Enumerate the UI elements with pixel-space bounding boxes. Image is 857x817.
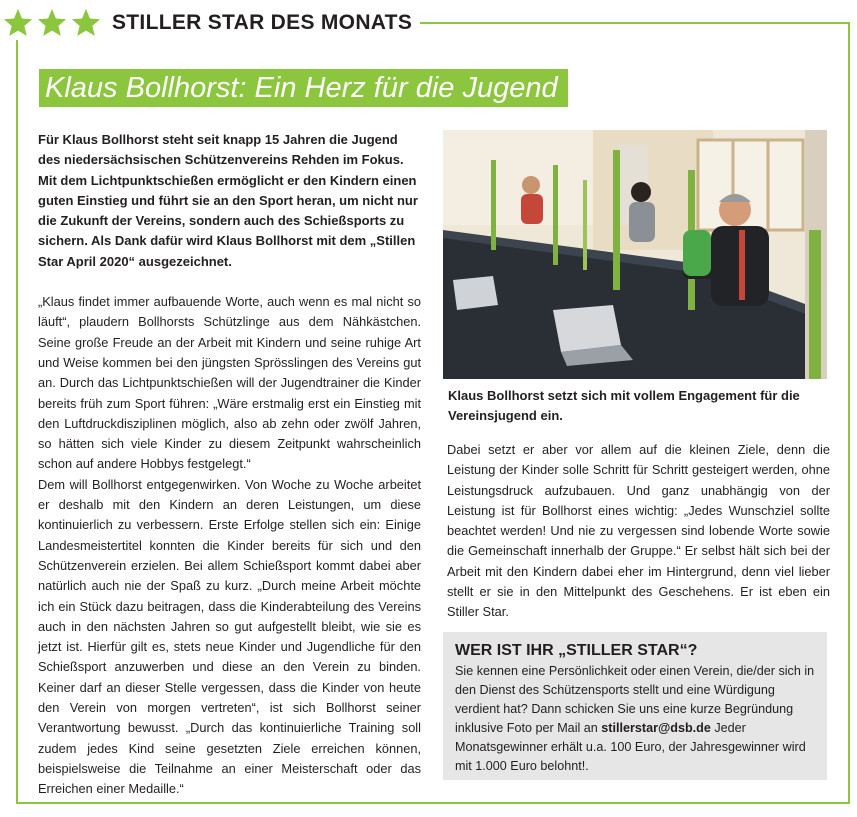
article-photo: [443, 130, 827, 379]
star-icon: [2, 7, 34, 39]
section-header: [0, 6, 420, 40]
section-title: STILLER STAR DES MONATS: [112, 11, 413, 34]
info-box: [443, 632, 827, 780]
star-icon: [70, 7, 102, 39]
body-paragraph: „Klaus findet immer aufbauende Worte, auch wenn es mal nicht so läuft“, plaudern Bollhorsts Schützlinge aus dem Nähkästchen. Seine große Freude an der Arbeit mit Kindern und seine ruhige Art und Weise kommen bei den jüngsten Sprösslingen des Vereins gut an. Durch das Lichtpunktschießen will der Jugendtrainer die Kinder bereits früh zum Sport führen: „Wäre erstmalig erst ein Einstieg mit den Luftdruckdisziplinen möglich, also ab zehn oder zwölf Jahren, so hätten sich viele Kinder zu diesem Zeitpunkt wahrscheinlich schon auf andere Hobbys festgelegt.“: [38, 294, 421, 472]
article-headline: Klaus Bollhorst: Ein Herz für die Jugend: [39, 69, 568, 107]
left-column: [38, 130, 421, 800]
star-icon: [36, 7, 68, 39]
article-intro: Für Klaus Bollhorst steht seit knapp 15 Jahren die Jugend des niedersächsischen Schützenvereins Rehden im Fokus. Mit dem Lichtpunktschießen ermöglicht er den Kindern einen guten Einstieg und führt sie an den Sport heran, um nicht nur die Zukunft der Vereins, sondern auch des Schießsports zu sichern. Als Dank dafür wird Klaus Bollhorst mit dem „Stillen Star April 2020“ ausgezeichnet.: [38, 132, 418, 269]
info-box-text: [455, 662, 815, 776]
contact-email: stillerstar@dsb.de: [601, 721, 711, 735]
photo-caption: Klaus Bollhorst setzt sich mit vollem Engagement für die Vereinsjugend ein.: [448, 388, 800, 423]
rating-stars: [0, 7, 102, 39]
info-box-text-part: Jeder Monatsgewinner erhält u.a. 100 Euro, der Jahresgewinner wird mit 1.000 Euro belohnt!.: [455, 721, 806, 773]
right-column: [447, 440, 830, 623]
body-paragraph: Dabei setzt er aber vor allem auf die kleinen Ziele, denn die Leistung der Kinder solle Schritt für Schritt gesteigert werden, ohne Leistungsdruck aufzubauen. Und ganz unabhängig von der Leistung ist für Bollhorst eines wichtig: „Jedes Wunschziel sollte beachtet werden! Und nie zu vergessen sind lobende Worte sowie die Gemeinschaft innerhalb der Gruppe.“ Er selbst hält sich bei der Arbeit mit den Kindern dabei eher im Hintergrund, denn viel lieber stellt er sie in den Mittelpunkt des Geschehens. Er ist eben ein Stiller Star.: [447, 442, 830, 620]
info-box-title: WER IST IHR „STILLER STAR“?: [455, 642, 698, 659]
body-paragraph: Dem will Bollhorst entgegenwirken. Von Woche zu Woche arbeitet er deshalb mit den Kindern an deren Leistungen, um diese kontinuierlich zu verbessern. Erste Erfolge stellen sich ein: Einige Landesmeistertitel konnten die Kinder bereits für sich und den Schützenverein erzielen. Bei allem Schießsport kommt dabei aber natürlich auch nie der Spaß zu kurz. „Durch meine Arbeit möchte ich ein Stück dazu beitragen, dass die Kinderabteilung des Vereins auch in den nächsten Jahren so gut aufgestellt bleibt, wie sie es jetzt ist. Hierfür gilt es, stets neue Kinder und Jugendliche für den Schießsport anzuwerben und diese an den Verein zu binden. Keiner darf an dieser Stelle vergessen, dass die Kinder von heute den Verein von morgen vertreten“, ist sich Bollhorst seiner Verantwortung bewusst. „Durch das kontinuierliche Training soll zudem jedes Kind seine gesetzten Ziele erreichen können, beispielsweise die Teilnahme an einer Meisterschaft oder das Erreichen einer Medaille.“: [38, 476, 421, 797]
info-box-text-part: Sie kennen eine Persönlichkeit oder einen Verein, die/der sich in den Dienst des Schützensports stellt und eine Würdigung verdient hat? Dann schicken Sie uns eine kurze Begründung inklusive Foto per Mail an: [455, 664, 815, 735]
